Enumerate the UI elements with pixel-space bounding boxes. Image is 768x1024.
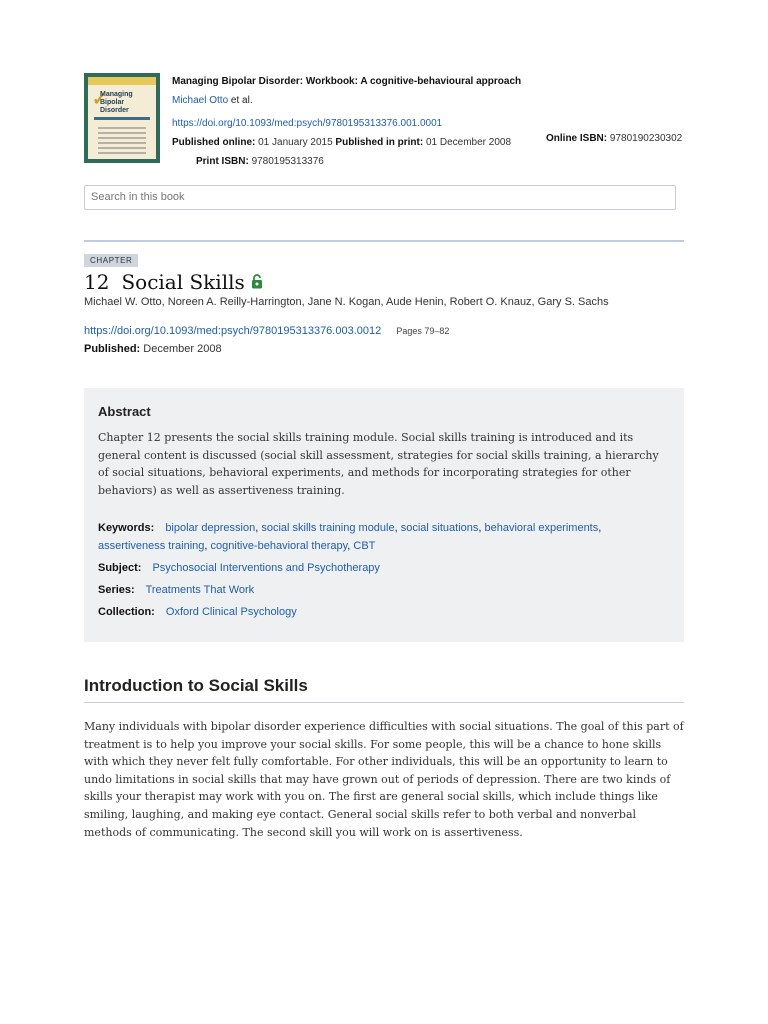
open-access-lock-icon bbox=[251, 270, 263, 294]
checkmark-icon: ✓ bbox=[92, 89, 108, 109]
abstract-metadata bbox=[98, 520, 670, 621]
book-publication-dates: Published online: 01 January 2015 Published in print: 01 December 2008 bbox=[172, 137, 512, 148]
book-title[interactable]: Managing Bipolar Disorder: Workbook: A cognitive-behavioural approach bbox=[172, 76, 522, 87]
book-doi-link[interactable]: https://doi.org/10.1093/med:psych/9780195313376.001.0001 bbox=[172, 118, 443, 129]
published-online-date: 01 January 2015 bbox=[258, 137, 333, 148]
chapter-authors: Michael W. Otto, Noreen A. Reilly-Harrington, Jane N. Kogan, Aude Henin, Robert O. Knauz, Gary S. Sachs bbox=[84, 296, 609, 308]
book-author-link[interactable]: Michael Otto bbox=[172, 95, 229, 106]
series-label: Series: bbox=[98, 583, 135, 596]
keyword-link[interactable]: bipolar depression bbox=[165, 522, 256, 535]
chapter-title-text: Social Skills bbox=[121, 270, 245, 294]
chapter-pages: Pages 79–82 bbox=[396, 326, 450, 336]
section-body-text: Many individuals with bipolar disorder experience difficulties with social situations. The goal of this part of treatment is to help you improve your social skills. For some people, this will be a chance to hone skills with which they never felt fully comfortable. For other individuals, this will be an opportunity to learn to undo limitations in social skills that may have grown out of periods of depression. There are two kinds of skills your therapist may work with you on. The first are general social skills, which include things like smiling, laughing, and making eye contact. General social skills refer to both verbal and nonverbal methods of communicating. The second skill you will work on is assertiveness. bbox=[84, 720, 684, 839]
collection-row bbox=[98, 604, 670, 622]
print-isbn: Print ISBN: 9780195313376 bbox=[196, 156, 324, 167]
section-heading: Introduction to Social Skills bbox=[84, 676, 308, 695]
collection-link[interactable]: Oxford Clinical Psychology bbox=[165, 605, 297, 618]
chapter-title bbox=[84, 270, 263, 296]
book-info bbox=[172, 72, 692, 171]
abstract-box bbox=[84, 388, 684, 642]
book-search-box bbox=[84, 185, 676, 210]
chapter-doi-link[interactable]: https://doi.org/10.1093/med:psych/9780195313376.003.0012 bbox=[84, 325, 382, 337]
keyword-link[interactable]: assertiveness training bbox=[98, 539, 205, 552]
section-divider bbox=[84, 702, 684, 703]
series-link[interactable]: Treatments That Work bbox=[145, 583, 255, 596]
chapter-doi-row bbox=[84, 325, 449, 337]
book-header bbox=[84, 72, 684, 167]
series-row bbox=[98, 582, 670, 600]
keyword-link[interactable]: behavioral experiments bbox=[484, 522, 599, 535]
subject-link[interactable]: Psychosocial Interventions and Psychotherapy bbox=[152, 561, 380, 574]
abstract-heading: Abstract bbox=[98, 404, 151, 419]
abstract-text: Chapter 12 presents the social skills training module. Social skills training is introduced and its general content is discussed (social skill assessment, strategies for social skills training, a hierarchy of social situations, behavioral experiments, and methods for incorporating strategies for other behaviors) as well as assertiveness training. bbox=[98, 431, 659, 497]
chapter-tag: CHAPTER bbox=[84, 254, 138, 267]
keyword-link[interactable]: social situations bbox=[400, 522, 479, 535]
keyword-link[interactable]: social skills training module bbox=[261, 522, 395, 535]
subject-label: Subject: bbox=[98, 561, 142, 574]
search-input[interactable] bbox=[91, 191, 669, 203]
keyword-link[interactable]: CBT bbox=[353, 539, 376, 552]
online-isbn: Online ISBN: 9780190230302 bbox=[546, 133, 683, 144]
book-author-suffix: et al. bbox=[228, 95, 253, 106]
chapter-published: Published: December 2008 bbox=[84, 343, 222, 355]
chapter-published-date: December 2008 bbox=[143, 343, 222, 355]
divider bbox=[84, 240, 684, 242]
book-authors bbox=[172, 91, 692, 110]
collection-label: Collection: bbox=[98, 605, 155, 618]
keyword-link[interactable]: cognitive-behavioral therapy bbox=[210, 539, 348, 552]
published-print-date: 01 December 2008 bbox=[425, 137, 512, 148]
chapter-number: 12 bbox=[84, 270, 110, 294]
keywords-row: Keywords: bipolar depression, social skills training module, social situations, behavioral experiments, assertiveness training, cognitive-behavioral therapy, CBT bbox=[98, 522, 602, 552]
subject-row bbox=[98, 560, 670, 578]
book-cover-image[interactable]: ✓ Managing Bipolar Disorder bbox=[84, 73, 160, 163]
keywords-label: Keywords: bbox=[98, 522, 155, 535]
